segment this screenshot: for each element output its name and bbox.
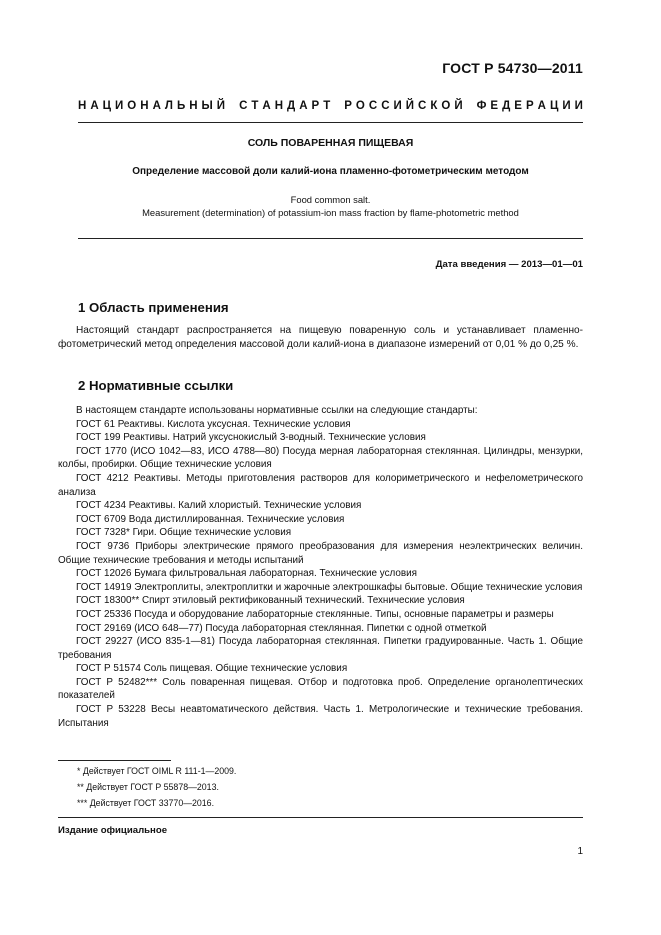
header-divider (78, 122, 583, 123)
reference-item: ГОСТ 6709 Вода дистиллированная. Технические условия (76, 513, 345, 525)
reference-item: ГОСТ 9736 Приборы электрические прямого преобразования для измерения неэлектрических величин. Общие технические требования и методы испытаний (58, 540, 583, 566)
reference-item: ГОСТ Р 51574 Соль пищевая. Общие технические условия (76, 663, 348, 675)
footnotes (77, 763, 236, 811)
page-number: 1 (577, 846, 583, 857)
section-2-heading: 2 Нормативные ссылки (78, 378, 234, 393)
reference-item: ГОСТ 199 Реактивы. Натрий уксуснокислый 3-водный. Технические условия (76, 432, 426, 444)
national-standard-text: Н А Ц И О Н А Л Ь Н Ы Й С Т А Н Д А Р Т Р О С С И Й С К О Й Ф Е Д Е Р А Ц И И (78, 100, 583, 112)
reference-item: ГОСТ 4234 Реактивы. Калий хлористый. Технические условия (76, 500, 362, 512)
reference-item: ГОСТ 12026 Бумага фильтровальная лабораторная. Технические условия (76, 568, 417, 580)
reference-item: ГОСТ Р 53228 Весы неавтоматического действия. Часть 1. Метрологические и технические требования. Испытания (58, 704, 583, 729)
document-subtitle: Определение массовой доли калий-иона пламенно-фотометрическим методом (132, 166, 529, 177)
footnote-3: *** Действует ГОСТ 33770—2016. (77, 798, 215, 808)
english-title (78, 193, 583, 219)
footnote-divider (58, 760, 171, 761)
official-edition-label: Издание официальное (58, 825, 168, 836)
gost-code: ГОСТ Р 54730—2011 (442, 60, 583, 76)
english-title-line-1: Food common salt. (290, 194, 371, 205)
reference-item: ГОСТ 18300** Спирт этиловый ректификованный технический. Технические условия (76, 595, 465, 607)
introduction-date: Дата введения — 2013—01—01 (435, 259, 583, 270)
reference-item: ГОСТ 1770 (ИСО 1042—83, ИСО 4788—80) Посуда мерная лабораторная стеклянная. Цилиндры, мензурки, колбы, пробирки. Общие технические условия (58, 445, 583, 471)
reference-item: ГОСТ 25336 Посуда и оборудование лабораторные стеклянные. Типы, основные параметры и размеры (76, 608, 554, 620)
english-title-line-2: Measurement (determination) of potassium-ion mass fraction by flame-photometric method (142, 207, 519, 218)
footnote-2: ** Действует ГОСТ Р 55878—2013. (77, 782, 219, 792)
normative-references (58, 404, 583, 730)
section-1-heading: 1 Область применения (78, 300, 229, 315)
title-divider (78, 238, 583, 239)
reference-item: ГОСТ 14919 Электроплиты, электроплитки и жарочные электрошкафы бытовые. Общие технические условия (76, 581, 583, 593)
section-1-text: Настоящий стандарт распространяется на пищевую поваренную соль и устанавливает пламенно-фотометрический метод определения массовой доли калий-иона в диапазоне измерений от 0,01 % до 0,25 %. (58, 325, 583, 350)
document-title: СОЛЬ ПОВАРЕННАЯ ПИЩЕВАЯ (247, 137, 414, 149)
reference-item: ГОСТ 61 Реактивы. Кислота уксусная. Технические условия (76, 418, 351, 430)
footnote-1: * Действует ГОСТ OIML R 111-1—2009. (77, 766, 237, 776)
reference-item: ГОСТ 4212 Реактивы. Методы приготовления растворов для колориметрического и нефелометрического анализа (58, 472, 583, 498)
footer-divider (58, 817, 583, 818)
national-standard-heading (78, 100, 583, 112)
reference-item: ГОСТ Р 52482*** Соль поваренная пищевая. Отбор и подготовка проб. Определение органолептических показателей (58, 676, 583, 702)
reference-item: ГОСТ 29169 (ИСО 648—77) Посуда лабораторная стеклянная. Пипетки с одной отметкой (76, 622, 487, 634)
reference-item: ГОСТ 7328* Гири. Общие технические условия (76, 527, 292, 539)
reference-item: ГОСТ 29227 (ИСО 835-1—81) Посуда лабораторная стеклянная. Пипетки градуированные. Часть 1. Общие требования (58, 636, 583, 661)
references-intro: В настоящем стандарте использованы нормативные ссылки на следующие стандарты: (76, 405, 478, 416)
